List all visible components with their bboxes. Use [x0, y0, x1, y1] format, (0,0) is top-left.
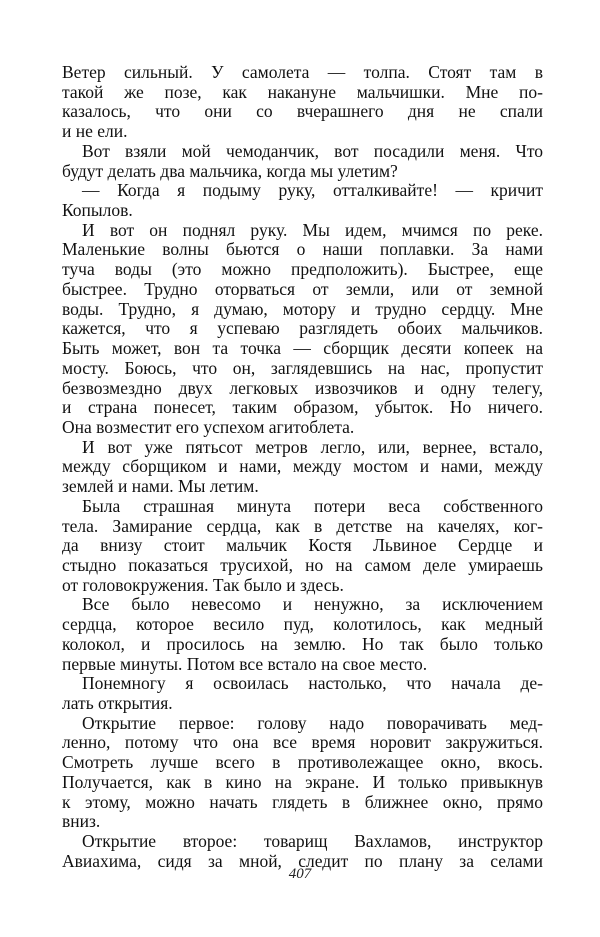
text-line: Маленькие волны бьются о наши поплавки. За нами — [62, 239, 543, 260]
page-body-text — [62, 63, 543, 871]
text-line: И вот уже пятьсот метров легло, или, вернее, встало, — [82, 436, 543, 457]
paragraph — [62, 221, 543, 438]
text-line: быстрее. Трудно оторваться от земли, или от земной — [62, 278, 543, 299]
paragraph — [62, 714, 543, 832]
text-line: мосту. Боюсь, что он, заглядевшись на нас, пропустит — [62, 357, 543, 378]
paragraph — [62, 497, 543, 596]
paragraph — [62, 63, 543, 142]
text-line: ленно, потому что она все время норовит закружиться. — [62, 732, 543, 753]
paragraph — [62, 142, 543, 181]
paragraph — [62, 438, 543, 497]
text-line: будут делать два мальчика, когда мы улетим? — [62, 160, 398, 181]
text-line: Быть может, вон та точка — сборщик десяти копеек на — [62, 338, 543, 359]
page-number: 407 — [288, 866, 312, 882]
text-line: Она возместит его успехом агитоблета. — [62, 416, 355, 437]
paragraph — [62, 181, 543, 220]
text-line: И вот он поднял руку. Мы идем, мчимся по реке. — [82, 219, 543, 240]
text-line: лать открытия. — [62, 693, 173, 713]
text-line: да внизу стоит мальчик Костя Львиное Сердце и — [62, 535, 543, 556]
text-line: воды. Трудно, я думаю, мотору и трудно сердцу. Мне — [62, 298, 543, 319]
text-line: Все было невесомо и ненужно, за исключением — [82, 594, 543, 615]
text-line: туча воды (это можно предположить). Быстрее, еще — [62, 259, 543, 280]
text-line: к этому, можно начать глядеть в ближнее окно, прямо — [62, 791, 543, 812]
text-line: Авиахима, сидя за мной, следит по плану за селами — [62, 850, 543, 871]
text-line: казалось, что они со вчерашнего дня не спали — [62, 101, 543, 122]
text-line: Ветер сильный. У самолета — толпа. Стоят там в — [62, 62, 543, 82]
text-line: Вот взяли мой чемоданчик, вот посадили меня. Что — [82, 140, 543, 161]
text-line: стыдно показаться трусихой, но на самом деле умираешь — [62, 554, 543, 575]
paragraph — [62, 595, 543, 674]
text-line: сердца, которое весило пуд, колотилось, как медный — [62, 614, 543, 635]
text-line: колокол, и просилось на землю. Но так было только — [62, 633, 543, 654]
text-line: Открытие второе: товарищ Вахламов, инструктор — [82, 831, 543, 852]
text-line: Получается, как в кино на экране. И только привыкнув — [62, 771, 543, 792]
text-line: землей и нами. Мы летим. — [62, 476, 259, 497]
text-line: безвозмездно двух легковых извозчиков и одну телегу, — [62, 377, 543, 398]
text-line: Копылов. — [62, 200, 133, 221]
text-line: и страна понесет, таким образом, убыток. Но ничего. — [62, 397, 543, 418]
text-line: — Когда я подыму руку, отталкивайте! — кричит — [82, 180, 543, 201]
text-line: тела. Замирание сердца, как в детстве на качелях, ког- — [62, 515, 543, 536]
text-line: Смотреть лучше всего в противолежащее окно, вкось. — [62, 752, 543, 773]
text-line: вниз. — [62, 811, 101, 832]
text-line: Открытие первое: голову надо поворачивать мед- — [82, 712, 543, 733]
text-line: и не ели. — [62, 121, 128, 142]
text-line: такой же позе, как накануне мальчишки. Мне по- — [62, 81, 543, 102]
text-line: первые минуты. Потом все встало на свое место. — [62, 653, 428, 674]
text-line: Понемногу я освоилась настолько, что начала де- — [82, 673, 543, 694]
text-line: Была страшная минута потери веса собственного — [82, 495, 543, 516]
text-line: кажется, что я успеваю разглядеть обоих мальчиков. — [62, 318, 543, 339]
paragraph — [62, 674, 543, 713]
text-line: между сборщиком и нами, между мостом и нами, между — [62, 456, 543, 477]
text-line: от головокружения. Так было и здесь. — [62, 574, 344, 595]
